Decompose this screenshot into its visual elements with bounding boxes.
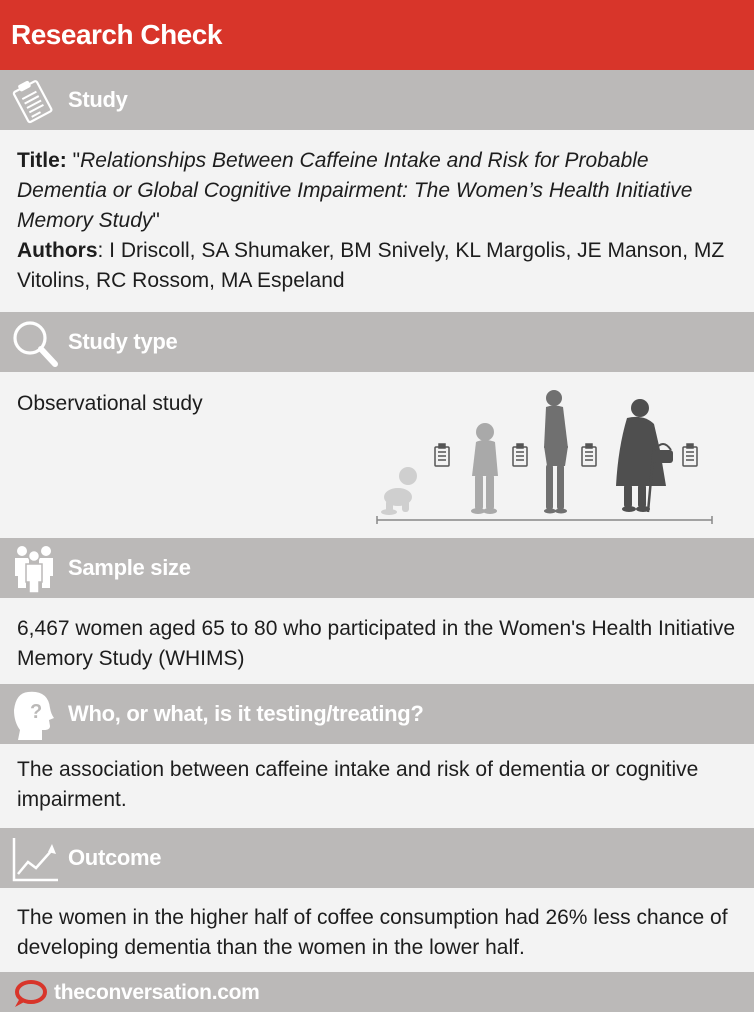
study-authors-text: : I Driscoll, SA Shumaker, BM Snively, KL Margolis, JE Manson, MZ Vitolins, RC Rossom, MA Espeland bbox=[17, 239, 725, 292]
study-section-bar bbox=[0, 70, 754, 130]
study-label: Study bbox=[68, 87, 128, 112]
elderly-woman-figure bbox=[616, 399, 673, 512]
clipboard-icon bbox=[8, 74, 60, 126]
svg-text:?: ? bbox=[30, 701, 43, 723]
speech-bubble-logo-icon bbox=[12, 979, 48, 1009]
study-type-label: Study type bbox=[68, 329, 178, 354]
study-title-text: Relationships Between Caffeine Intake and Risk for Probable Dementia or Global Cognitive Impairment: The Women’s Health Initiative Memory Study bbox=[17, 149, 693, 232]
sample-size-section-bar bbox=[0, 538, 754, 598]
line-chart-icon bbox=[8, 832, 60, 884]
study-title-block bbox=[17, 146, 737, 236]
clipboard-icon bbox=[513, 444, 527, 466]
title-close-quote: " bbox=[152, 209, 160, 232]
header-bar bbox=[0, 0, 754, 70]
outcome-section-bar bbox=[0, 828, 754, 888]
sample-size-text: 6,467 women aged 65 to 80 who participated in the Women's Health Initiative Memory Study (WHIMS) bbox=[17, 617, 736, 670]
study-type-text: Observational study bbox=[17, 392, 203, 415]
study-type-section-bar bbox=[0, 312, 754, 372]
title-field-label: Title: bbox=[17, 149, 67, 172]
head-question-icon bbox=[8, 688, 60, 740]
footer-bar bbox=[0, 972, 754, 1012]
child-figure bbox=[471, 423, 498, 514]
testing-text: The association between caffeine intake and risk of dementia or cognitive impairment. bbox=[17, 758, 699, 811]
outcome-label: Outcome bbox=[68, 845, 162, 870]
magnifier-icon bbox=[8, 316, 60, 368]
study-authors-block bbox=[17, 236, 737, 296]
baby-figure bbox=[381, 467, 417, 515]
people-group-icon bbox=[8, 542, 60, 594]
footer-brand-text[interactable]: theconversation.com bbox=[54, 981, 260, 1004]
clipboard-icon bbox=[683, 444, 697, 466]
testing-section-bar bbox=[0, 684, 754, 744]
authors-field-label: Authors bbox=[17, 239, 98, 262]
title-open-quote: " bbox=[66, 149, 81, 172]
adult-woman-figure bbox=[544, 390, 568, 514]
page-title: Research Check bbox=[11, 19, 222, 50]
life-stages-illustration bbox=[372, 388, 717, 528]
clipboard-icon bbox=[582, 444, 596, 466]
testing-label: Who, or what, is it testing/treating? bbox=[68, 701, 424, 726]
outcome-text: The women in the higher half of coffee consumption had 26% less chance of developing dementia than the women in the lower half. bbox=[17, 906, 728, 959]
sample-size-label: Sample size bbox=[68, 555, 191, 580]
clipboard-icon bbox=[435, 444, 449, 466]
